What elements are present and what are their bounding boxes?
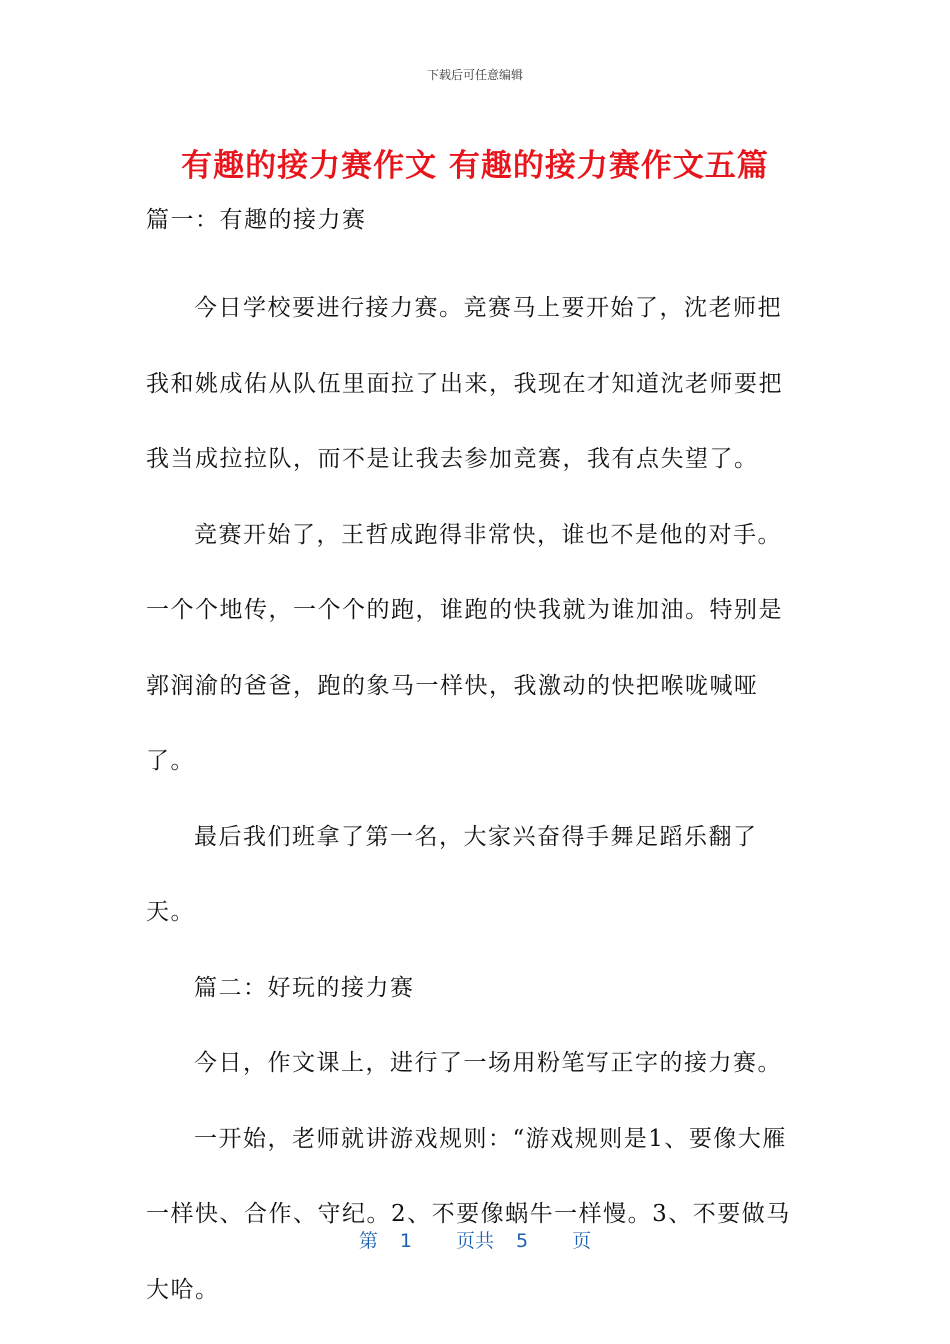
footer-total-pages: 5 bbox=[516, 1230, 529, 1252]
section-heading-1: 篇一：有趣的接力赛 bbox=[146, 207, 367, 233]
header-note: 下载后可任意编辑 bbox=[426, 68, 523, 82]
paragraph: 竞赛开始了，王哲成跑得非常快，谁也不是他的对手。一个个地传，一个个的跑，谁跑的快我就为谁加油。特别是郭润渝的爸爸，跑的象马一样快，我激动的快把喉咙喊哑了。 bbox=[146, 521, 783, 774]
footer-middle: 页共 bbox=[455, 1230, 494, 1252]
paragraph: 今日学校要进行接力赛。竞赛马上要开始了，沈老师把我和姚成佑从队伍里面拉了出来，我现在才知道沈老师要把我当成拉拉队，而不是让我去参加竞赛，我有点失望了。 bbox=[146, 295, 783, 472]
document-body bbox=[146, 196, 796, 1328]
footer-prefix: 第 bbox=[358, 1230, 378, 1252]
section-heading-2: 篇二：好玩的接力赛 bbox=[194, 974, 415, 1001]
footer-page-number: 1 bbox=[399, 1230, 412, 1252]
footer-suffix: 页 bbox=[572, 1230, 592, 1252]
page-footer bbox=[0, 1226, 950, 1253]
paragraph: 今日，作文课上，进行了一场用粉笔写正字的接力赛。 bbox=[194, 1050, 782, 1076]
document-title: 有趣的接力赛作文 有趣的接力赛作文五篇 bbox=[181, 148, 769, 184]
paragraph: 最后我们班拿了第一名，大家兴奋得手舞足蹈乐翻了天。 bbox=[146, 823, 758, 925]
paragraph: 一开始，老师就讲游戏规则：“游戏规则是1、要像大雁一样快、合作、守纪。2、不要像蜗牛一样慢。3、不要做马大哈。 bbox=[146, 1125, 791, 1303]
